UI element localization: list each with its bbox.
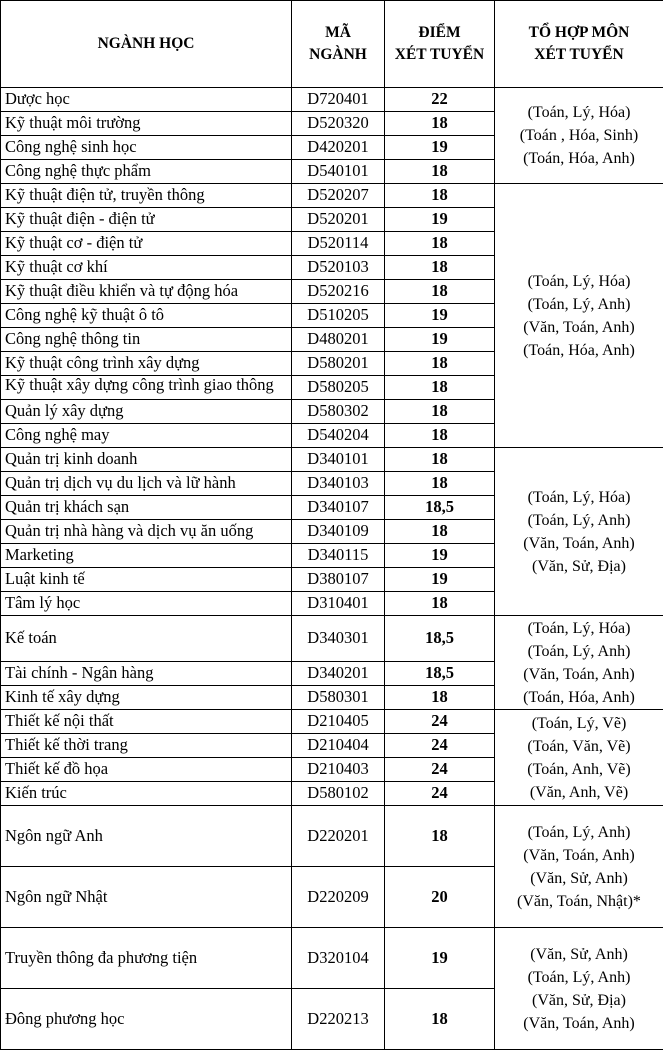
major-name: Tài chính - Ngân hàng bbox=[1, 662, 292, 686]
major-score: 18 bbox=[385, 352, 495, 376]
major-code: D420201 bbox=[292, 136, 385, 160]
major-name: Kỹ thuật điện - điện tử bbox=[1, 208, 292, 232]
major-code: D580301 bbox=[292, 686, 385, 710]
major-name: Dược học bbox=[1, 88, 292, 112]
major-score: 18 bbox=[385, 400, 495, 424]
major-score: 18,5 bbox=[385, 496, 495, 520]
table-row bbox=[1, 88, 663, 112]
major-name: Ngôn ngữ Nhật bbox=[1, 867, 292, 928]
major-score: 19 bbox=[385, 208, 495, 232]
major-code: D340301 bbox=[292, 616, 385, 662]
subject-combinations: (Toán, Lý, Vẽ) (Toán, Văn, Vẽ) (Toán, Anh, Vẽ) (Văn, Anh, Vẽ) bbox=[495, 710, 663, 806]
major-name: Marketing bbox=[1, 544, 292, 568]
major-score: 18,5 bbox=[385, 616, 495, 662]
major-name: Kiến trúc bbox=[1, 782, 292, 806]
subject-combinations: (Toán, Lý, Hóa) (Toán, Lý, Anh) (Văn, Toán, Anh) (Toán, Hóa, Anh) bbox=[495, 616, 663, 710]
header-score: ĐIỂM XÉT TUYỂN bbox=[385, 1, 495, 88]
major-code: D580302 bbox=[292, 400, 385, 424]
major-code: D210403 bbox=[292, 758, 385, 782]
major-code: D520103 bbox=[292, 256, 385, 280]
major-name: Công nghệ kỹ thuật ô tô bbox=[1, 304, 292, 328]
major-name: Truyền thông đa phương tiện bbox=[1, 928, 292, 989]
major-score: 18 bbox=[385, 184, 495, 208]
major-score: 18 bbox=[385, 376, 495, 400]
major-code: D220201 bbox=[292, 806, 385, 867]
major-name: Kỹ thuật môi trường bbox=[1, 112, 292, 136]
major-name: Ngôn ngữ Anh bbox=[1, 806, 292, 867]
subject-combinations: (Văn, Sử, Anh) (Toán, Lý, Anh) (Văn, Sử, Địa) (Văn, Toán, Anh) bbox=[495, 928, 663, 1050]
subject-combinations: (Toán, Lý, Anh) (Văn, Toán, Anh) (Văn, Sử, Anh) (Văn, Toán, Nhật)* bbox=[495, 806, 663, 928]
major-code: D380107 bbox=[292, 568, 385, 592]
major-code: D720401 bbox=[292, 88, 385, 112]
major-score: 18 bbox=[385, 686, 495, 710]
major-code: D580201 bbox=[292, 352, 385, 376]
major-code: D340115 bbox=[292, 544, 385, 568]
major-score: 19 bbox=[385, 928, 495, 989]
major-name: Thiết kế đồ họa bbox=[1, 758, 292, 782]
major-name: Quản trị khách sạn bbox=[1, 496, 292, 520]
table-row bbox=[1, 928, 663, 989]
major-name: Quản trị kinh doanh bbox=[1, 448, 292, 472]
major-score: 18 bbox=[385, 112, 495, 136]
major-name: Kỹ thuật điện tử, truyền thông bbox=[1, 184, 292, 208]
major-score: 18 bbox=[385, 520, 495, 544]
major-name: Kỹ thuật công trình xây dựng bbox=[1, 352, 292, 376]
major-score: 18 bbox=[385, 232, 495, 256]
major-score: 19 bbox=[385, 304, 495, 328]
major-code: D340101 bbox=[292, 448, 385, 472]
major-name: Kinh tế xây dựng bbox=[1, 686, 292, 710]
major-name: Công nghệ thực phẩm bbox=[1, 160, 292, 184]
major-score: 18 bbox=[385, 806, 495, 867]
major-score: 18 bbox=[385, 256, 495, 280]
major-code: D520201 bbox=[292, 208, 385, 232]
major-code: D580205 bbox=[292, 376, 385, 400]
major-code: D480201 bbox=[292, 328, 385, 352]
major-score: 19 bbox=[385, 544, 495, 568]
major-code: D340103 bbox=[292, 472, 385, 496]
major-code: D340201 bbox=[292, 662, 385, 686]
table-row bbox=[1, 448, 663, 472]
header-row bbox=[1, 1, 663, 88]
header-major: NGÀNH HỌC bbox=[1, 1, 292, 88]
major-score: 19 bbox=[385, 136, 495, 160]
major-name: Công nghệ sinh học bbox=[1, 136, 292, 160]
major-score: 18 bbox=[385, 424, 495, 448]
major-score: 24 bbox=[385, 782, 495, 806]
major-name: Quản lý xây dựng bbox=[1, 400, 292, 424]
major-name: Quản trị dịch vụ du lịch và lữ hành bbox=[1, 472, 292, 496]
header-combo: TỔ HỢP MÔN XÉT TUYỂN bbox=[495, 1, 663, 88]
major-score: 24 bbox=[385, 710, 495, 734]
major-code: D580102 bbox=[292, 782, 385, 806]
major-code: D210405 bbox=[292, 710, 385, 734]
major-code: D340109 bbox=[292, 520, 385, 544]
major-score: 20 bbox=[385, 867, 495, 928]
subject-combinations: (Toán, Lý, Hóa) (Toán , Hóa, Sinh) (Toán, Hóa, Anh) bbox=[495, 88, 663, 184]
major-score: 18 bbox=[385, 592, 495, 616]
major-code: D220209 bbox=[292, 867, 385, 928]
major-name: Thiết kế thời trang bbox=[1, 734, 292, 758]
major-name: Kỹ thuật cơ khí bbox=[1, 256, 292, 280]
major-code: D540204 bbox=[292, 424, 385, 448]
major-score: 22 bbox=[385, 88, 495, 112]
table-row bbox=[1, 616, 663, 662]
major-score: 18 bbox=[385, 160, 495, 184]
major-score: 18 bbox=[385, 280, 495, 304]
major-code: D320104 bbox=[292, 928, 385, 989]
major-name: Kỹ thuật cơ - điện tử bbox=[1, 232, 292, 256]
major-score: 24 bbox=[385, 734, 495, 758]
subject-combinations: (Toán, Lý, Hóa) (Toán, Lý, Anh) (Văn, Toán, Anh) (Văn, Sử, Địa) bbox=[495, 448, 663, 616]
major-score: 18 bbox=[385, 448, 495, 472]
table-row bbox=[1, 710, 663, 734]
major-score: 19 bbox=[385, 568, 495, 592]
major-name: Kỹ thuật xây dựng công trình giao thông bbox=[1, 376, 292, 400]
header-code: MÃ NGÀNH bbox=[292, 1, 385, 88]
major-name: Đông phương học bbox=[1, 989, 292, 1050]
major-score: 18 bbox=[385, 472, 495, 496]
major-code: D310401 bbox=[292, 592, 385, 616]
major-code: D210404 bbox=[292, 734, 385, 758]
major-code: D340107 bbox=[292, 496, 385, 520]
major-name: Thiết kế nội thất bbox=[1, 710, 292, 734]
major-code: D510205 bbox=[292, 304, 385, 328]
major-name: Kỹ thuật điều khiển và tự động hóa bbox=[1, 280, 292, 304]
major-code: D520320 bbox=[292, 112, 385, 136]
major-code: D520207 bbox=[292, 184, 385, 208]
major-code: D220213 bbox=[292, 989, 385, 1050]
major-code: D520114 bbox=[292, 232, 385, 256]
major-score: 24 bbox=[385, 758, 495, 782]
major-code: D520216 bbox=[292, 280, 385, 304]
table-row bbox=[1, 184, 663, 208]
major-name: Quản trị nhà hàng và dịch vụ ăn uống bbox=[1, 520, 292, 544]
subject-combinations: (Toán, Lý, Hóa) (Toán, Lý, Anh) (Văn, Toán, Anh) (Toán, Hóa, Anh) bbox=[495, 184, 663, 448]
major-score: 18,5 bbox=[385, 662, 495, 686]
table-row bbox=[1, 806, 663, 867]
major-name: Công nghệ may bbox=[1, 424, 292, 448]
major-name: Luật kinh tế bbox=[1, 568, 292, 592]
major-code: D540101 bbox=[292, 160, 385, 184]
major-name: Kế toán bbox=[1, 616, 292, 662]
major-name: Tâm lý học bbox=[1, 592, 292, 616]
major-score: 19 bbox=[385, 328, 495, 352]
major-score: 18 bbox=[385, 989, 495, 1050]
major-name: Công nghệ thông tin bbox=[1, 328, 292, 352]
